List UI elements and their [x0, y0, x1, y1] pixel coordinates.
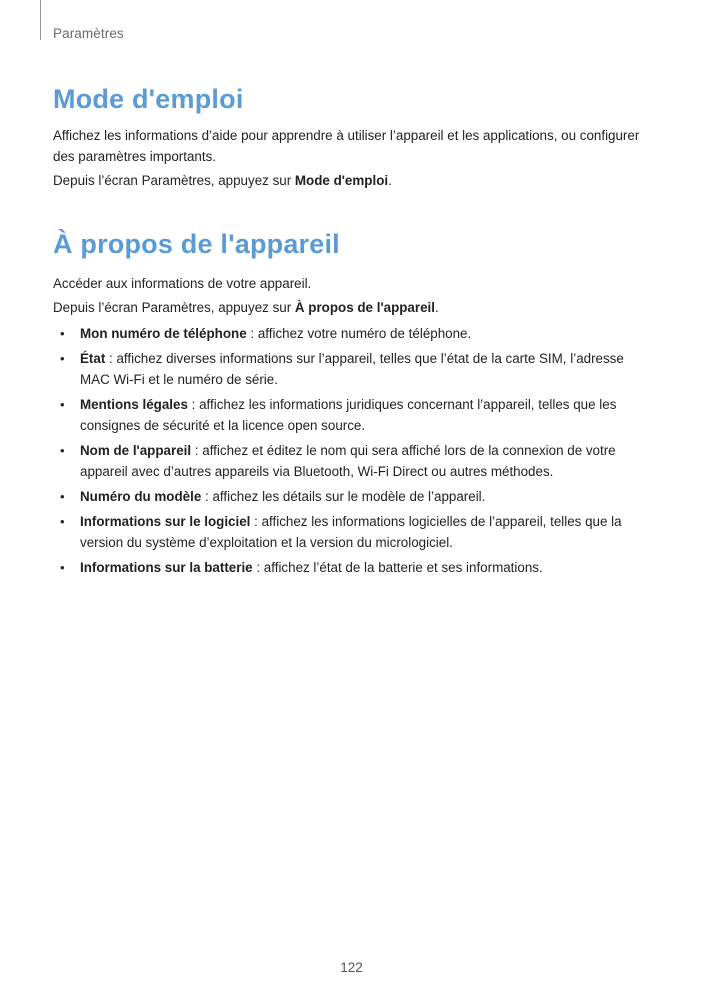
- instruction-target: À propos de l'appareil: [294, 300, 435, 315]
- about-device-bullet-list: [53, 323, 649, 582]
- bullet-term: Nom de l'appareil: [80, 443, 192, 458]
- bullet-text: : affichez et éditez le nom qui sera affiché lors de la connexion de votre appareil avec d’autres appareils via Bluetooth, Wi-Fi Direct ou autres méthodes.: [80, 443, 616, 479]
- bullet-item-mon-numero: [53, 323, 649, 344]
- bullet-dot-icon: •: [60, 351, 65, 366]
- bullet-item-infos-logiciel: [53, 511, 649, 553]
- bullet-item-etat: [53, 348, 649, 390]
- bullet-text: : affichez diverses informations sur l’appareil, telles que l’état de la carte SIM, l’adresse MAC Wi-Fi et le numéro de série.: [80, 351, 624, 387]
- mode-emploi-intro: Affichez les informations d’aide pour apprendre à utiliser l’appareil et les applications, ou configurer des paramètres importants.: [53, 128, 640, 164]
- bullet-item-numero-modele: [53, 486, 649, 507]
- a-propos-intro: Accéder aux informations de votre appareil.: [53, 276, 312, 291]
- bullet-item-nom-appareil: [53, 440, 649, 482]
- bullet-text: : affichez les informations juridiques concernant l’appareil, telles que les consignes de sécurité et la licence open source.: [80, 397, 617, 433]
- section-title-mode-emploi: Mode d'emploi: [53, 84, 244, 114]
- bullet-term: État: [80, 351, 106, 366]
- bullet-term: Informations sur la batterie: [80, 560, 253, 575]
- bullet-dot-icon: •: [60, 489, 65, 504]
- bullet-text: : affichez les détails sur le modèle de l’appareil.: [201, 489, 486, 504]
- running-header: Paramètres: [53, 26, 124, 41]
- instruction-suffix: .: [388, 173, 392, 188]
- bullet-dot-icon: •: [60, 443, 65, 458]
- instruction-prefix: Depuis l’écran Paramètres, appuyez sur: [53, 300, 295, 315]
- bullet-dot-icon: •: [60, 514, 65, 529]
- section-title-a-propos: À propos de l'appareil: [53, 229, 340, 259]
- mode-emploi-instruction: [53, 170, 653, 191]
- bullet-text: : affichez l’état de la batterie et ses informations.: [252, 560, 543, 575]
- bullet-item-mentions-legales: [53, 394, 649, 436]
- bullet-dot-icon: •: [60, 326, 65, 341]
- bullet-text: : affichez votre numéro de téléphone.: [246, 326, 472, 341]
- bullet-dot-icon: •: [60, 397, 65, 412]
- bullet-item-infos-batterie: [53, 557, 649, 578]
- bullet-term: Mon numéro de téléphone: [80, 326, 247, 341]
- bullet-term: Numéro du modèle: [80, 489, 202, 504]
- instruction-suffix: .: [434, 300, 439, 315]
- instruction-target: Mode d'emploi: [294, 173, 389, 188]
- instruction-prefix: Depuis l’écran Paramètres, appuyez sur: [53, 173, 295, 188]
- page-number: 122: [340, 960, 363, 975]
- bullet-text: : affichez les informations logicielles de l’appareil, telles que la version du système d’exploitation et la version du micrologiciel.: [80, 514, 622, 550]
- bullet-term: Informations sur le logiciel: [80, 514, 251, 529]
- header-divider: [40, 0, 41, 40]
- bullet-dot-icon: •: [60, 560, 65, 575]
- a-propos-instruction: [53, 297, 653, 318]
- bullet-term: Mentions légales: [80, 397, 188, 412]
